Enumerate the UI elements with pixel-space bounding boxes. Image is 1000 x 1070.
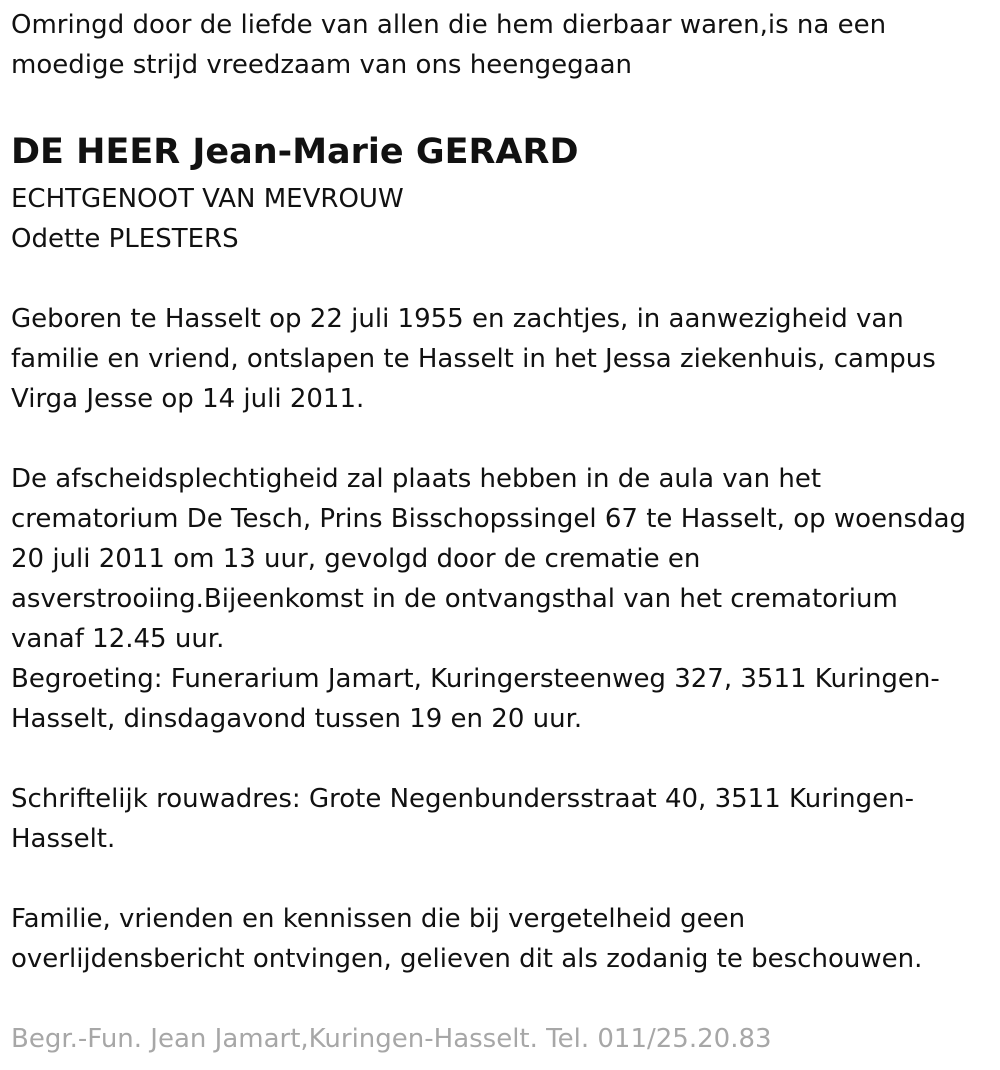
- birth-death-line-1: Geboren te Hasselt op 22 juli 1955 en zachtjes, in aanwezigheid van: [11, 304, 904, 334]
- funeral-home-footer: Begr.-Fun. Jean Jamart,Kuringen-Hasselt. Tel. 011/25.20.83: [11, 1024, 772, 1054]
- deceased-block: [11, 125, 1000, 259]
- spouse-relation: ECHTGENOOT VAN MEVROUW: [11, 184, 404, 214]
- ceremony-line-4: asverstrooiing.Bijeenkomst in de ontvangsthal van het crematorium: [11, 584, 898, 614]
- address-line-1: Schriftelijk rouwadres: Grote Negenbundersstraat 40, 3511 Kuringen-: [11, 784, 914, 814]
- birth-death-paragraph: [11, 299, 1000, 419]
- deceased-name: DE HEER Jean-Marie GERARD: [11, 132, 579, 172]
- intro-line-1: Omringd door de liefde van allen die hem dierbaar waren,is na een: [11, 10, 887, 40]
- ceremony-line-6: Begroeting: Funerarium Jamart, Kuringersteenweg 327, 3511 Kuringen-: [11, 664, 940, 694]
- notice-line-2: overlijdensbericht ontvingen, gelieven dit als zodanig te beschouwen.: [11, 944, 923, 974]
- address-line-2: Hasselt.: [11, 824, 116, 854]
- birth-death-line-2: familie en vriend, ontslapen te Hasselt in het Jessa ziekenhuis, campus: [11, 344, 936, 374]
- ceremony-line-1: De afscheidsplechtigheid zal plaats hebben in de aula van het: [11, 464, 822, 494]
- intro-text: [11, 5, 1000, 85]
- notice-paragraph: [11, 899, 1000, 979]
- intro-line-2: moedige strijd vreedzaam van ons heengegaan: [11, 50, 633, 80]
- ceremony-line-7: Hasselt, dinsdagavond tussen 19 en 20 uur.: [11, 704, 583, 734]
- birth-death-line-3: Virga Jesse op 14 juli 2011.: [11, 384, 365, 414]
- address-paragraph: [11, 779, 1000, 859]
- ceremony-line-5: vanaf 12.45 uur.: [11, 624, 225, 654]
- ceremony-line-2: crematorium De Tesch, Prins Bisschopssingel 67 te Hasselt, op woensdag: [11, 504, 967, 534]
- ceremony-paragraph: [11, 459, 1000, 739]
- spouse-name: Odette PLESTERS: [11, 224, 239, 254]
- notice-line-1: Familie, vrienden en kennissen die bij vergetelheid geen: [11, 904, 746, 934]
- ceremony-line-3: 20 juli 2011 om 13 uur, gevolgd door de crematie en: [11, 544, 701, 574]
